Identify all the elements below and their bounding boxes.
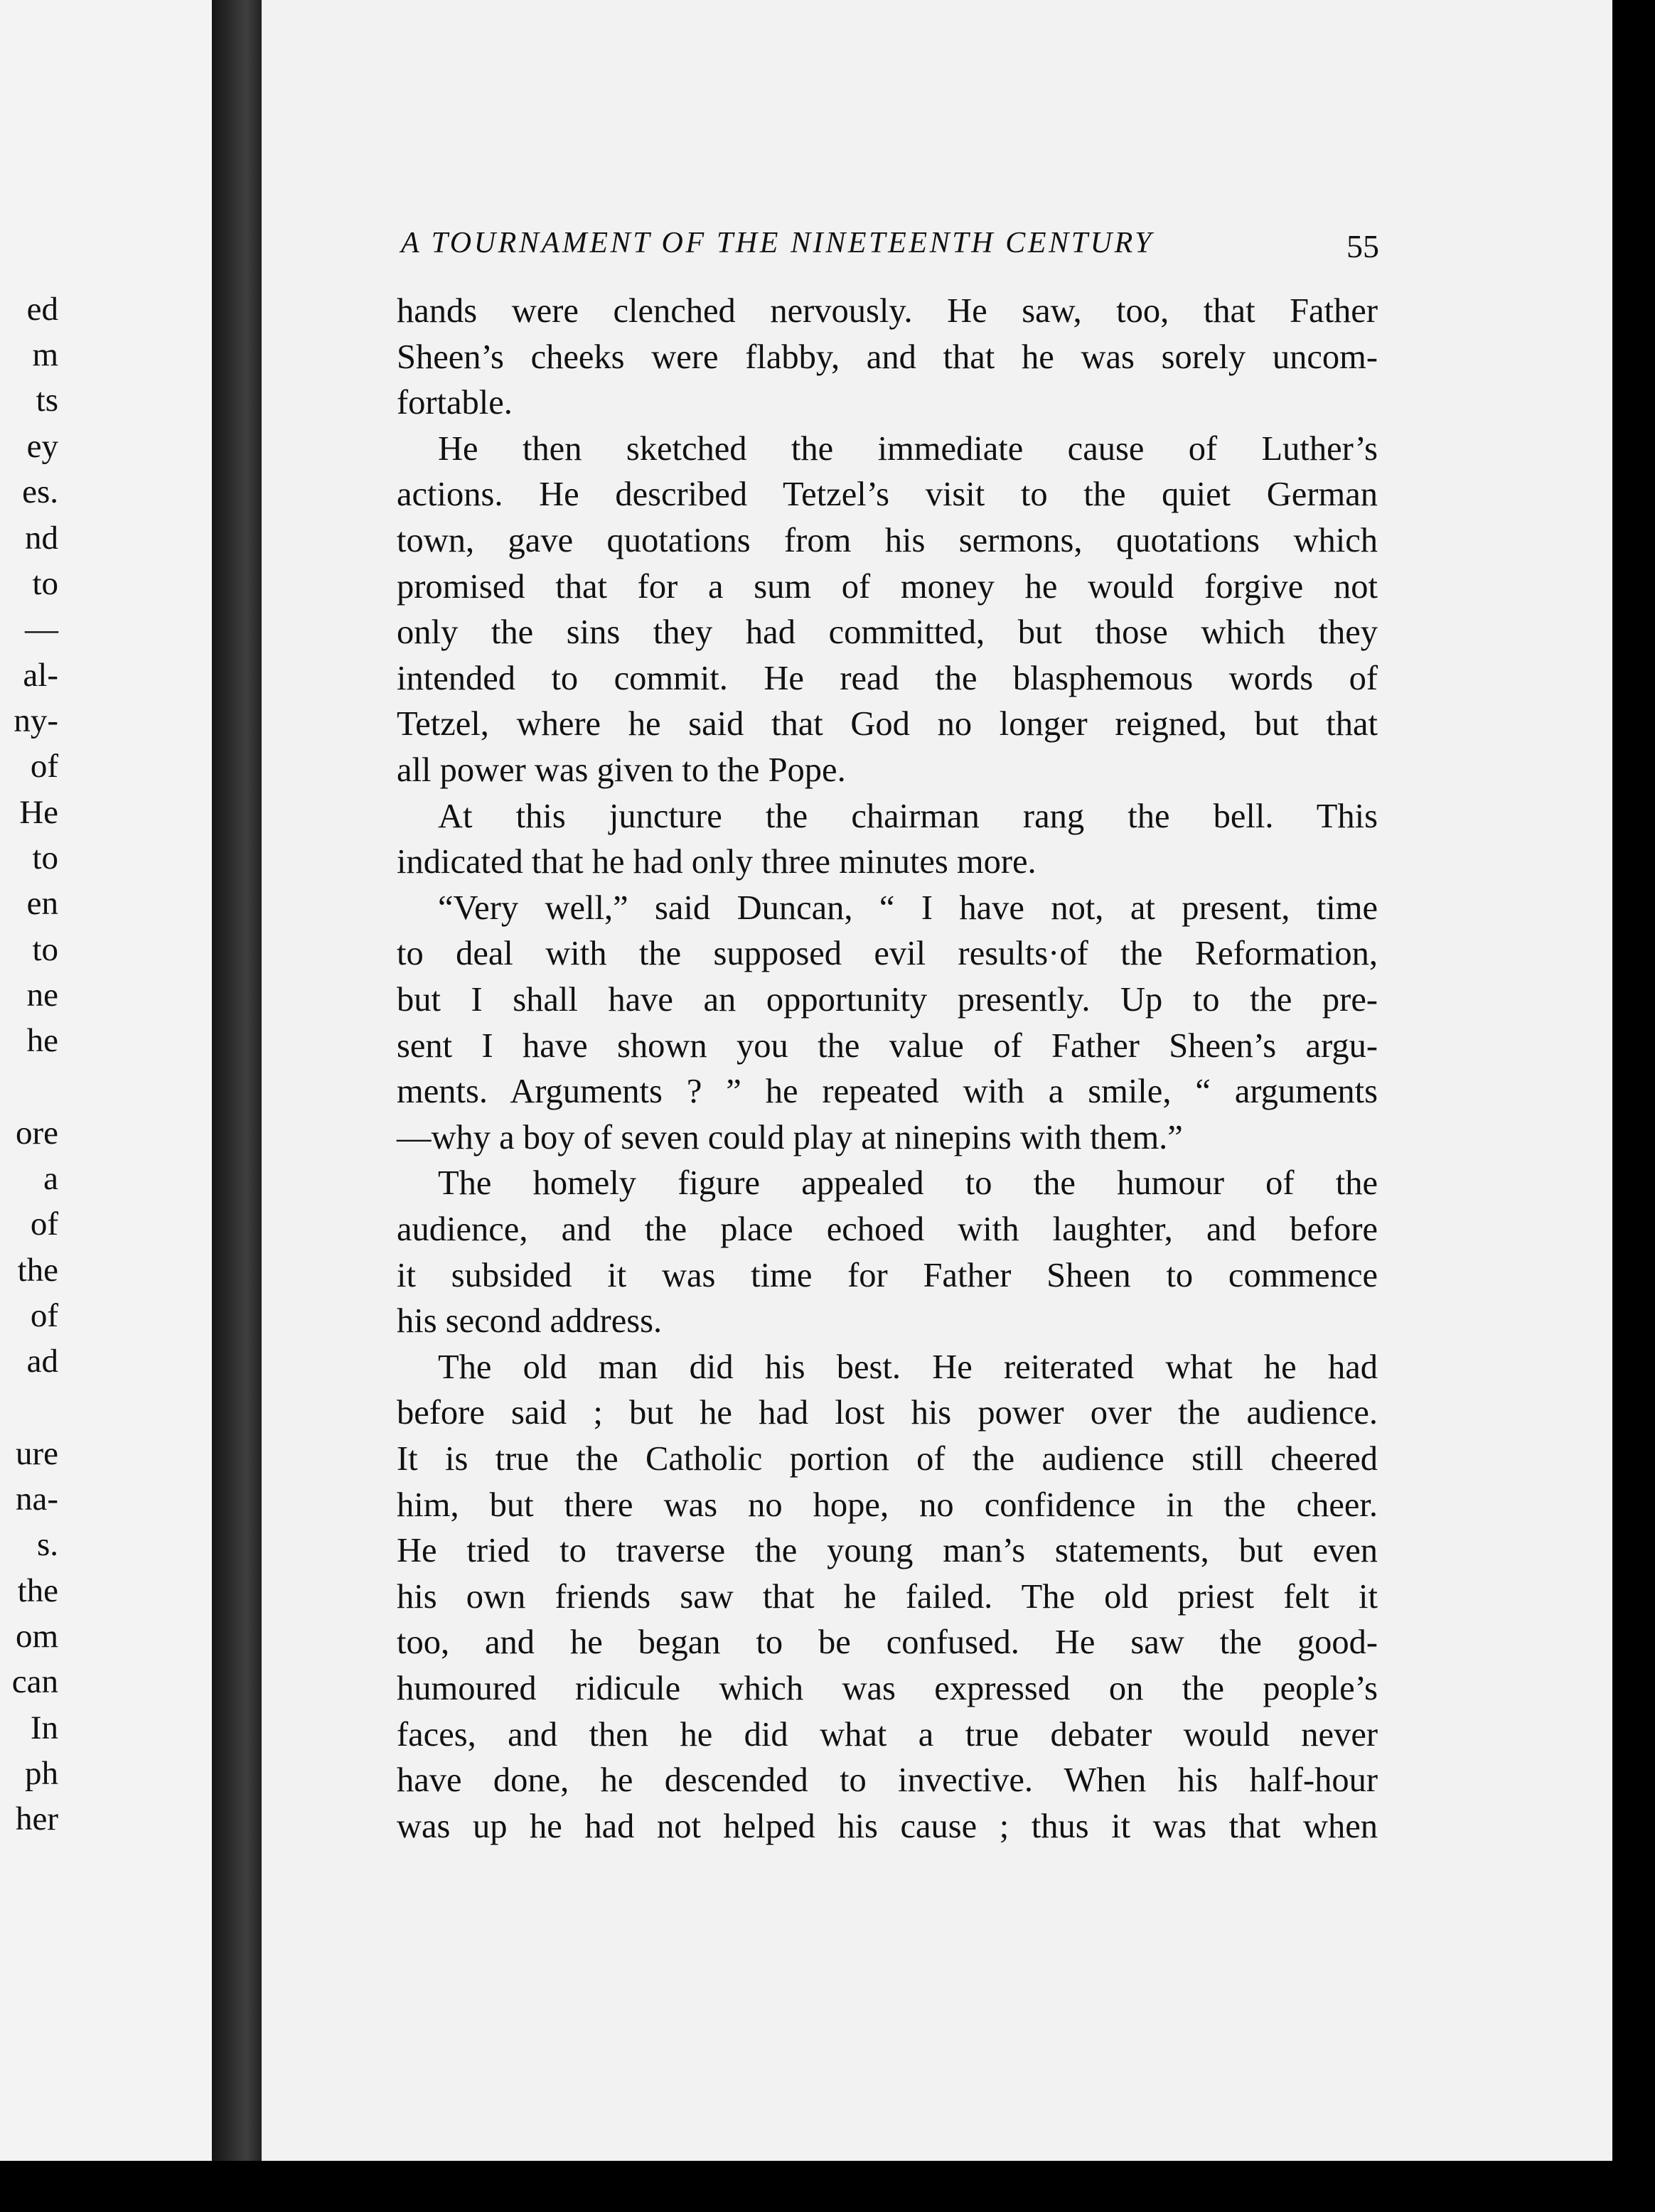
- left-page-fragment: ore: [15, 1115, 58, 1151]
- text-line: indicated that he had only three minutes more.: [397, 843, 1037, 881]
- left-page-fragment: of: [30, 1206, 58, 1242]
- left-page-fragment: of: [30, 1297, 58, 1334]
- left-page-fragment: He: [19, 794, 58, 831]
- book-gutter: [212, 0, 262, 2161]
- text-line: —why a boy of seven could play at ninepins with them.”: [397, 1118, 1183, 1156]
- text-line: Tetzel, where he said that God no longer reigned, but that: [397, 705, 1378, 743]
- left-page-fragment: al-: [23, 657, 58, 694]
- left-page-fragment: en: [26, 885, 58, 922]
- left-page-fragment: ny-: [14, 702, 58, 739]
- running-title: A TOURNAMENT OF THE NINETEENTH CENTURY: [401, 227, 1155, 259]
- left-page-fragment: m: [32, 336, 58, 373]
- left-page-fragment: ad: [26, 1343, 58, 1380]
- text-line: promised that for a sum of money he would forgive not: [397, 567, 1378, 606]
- left-page-fragment: to: [32, 565, 58, 602]
- left-page-fragment: to: [32, 839, 58, 876]
- text-line: town, gave quotations from his sermons, quotations which: [397, 522, 1378, 559]
- left-page-fragment: s.: [36, 1526, 58, 1563]
- text-line: The homely figure appealed to the humour of the: [438, 1164, 1378, 1203]
- bottom-scan-border: [0, 2161, 1655, 2212]
- left-page-fragment: nd: [25, 520, 58, 557]
- text-line: He then sketched the immediate cause of Luther’s: [438, 429, 1378, 468]
- text-line: fortable.: [397, 384, 513, 422]
- text-line: it subsided it was time for Father Sheen to commence: [397, 1256, 1378, 1294]
- left-page-fragment: a: [43, 1160, 58, 1197]
- left-page-fragment: —: [25, 611, 58, 648]
- text-line: ments. Arguments ? ” he repeated with a smile, “ arguments: [397, 1073, 1378, 1111]
- text-line: It is true the Catholic portion of the audience still cheered: [397, 1440, 1378, 1478]
- left-page-fragment: ey: [26, 428, 58, 465]
- left-page-fragment: ts: [36, 382, 58, 419]
- text-line: too, and he began to be confused. He saw the good-: [397, 1623, 1378, 1662]
- text-line: have done, he descended to invective. When his half-hour: [397, 1761, 1378, 1800]
- text-line: He tried to traverse the young man’s statements, but even: [397, 1532, 1378, 1570]
- left-page-fragment: na-: [15, 1481, 58, 1518]
- text-line: audience, and the place echoed with laughter, and before: [397, 1210, 1378, 1248]
- text-line: all power was given to the Pope.: [397, 751, 846, 789]
- text-line: him, but there was no hope, no confidence in the cheer.: [397, 1486, 1378, 1524]
- left-page-fragment: of: [30, 748, 58, 785]
- left-page-fragment: In: [30, 1709, 58, 1746]
- text-line: but I shall have an opportunity presently. Up to the pre-: [397, 981, 1378, 1019]
- text-line: actions. He described Tetzel’s visit to the quiet German: [397, 476, 1378, 514]
- right-scan-border: [1612, 0, 1655, 2161]
- text-line: humoured ridicule which was expressed on the people’s: [397, 1670, 1378, 1707]
- left-page-fragment: es.: [22, 473, 58, 510]
- text-line: The old man did his best. He reiterated what he had: [438, 1348, 1378, 1386]
- right-page: [262, 0, 1612, 2161]
- text-line: Sheen’s cheeks were flabby, and that he was sorely uncom-: [397, 338, 1378, 376]
- text-line: his own friends saw that he failed. The old priest felt it: [397, 1577, 1378, 1616]
- left-page-edge: [0, 0, 212, 2161]
- text-line: before said ; but he had lost his power over the audience.: [397, 1394, 1378, 1432]
- left-page-fragment: the: [17, 1572, 58, 1609]
- running-head: [401, 226, 1612, 269]
- left-page-fragment: ed: [26, 291, 58, 328]
- text-line: At this juncture the chairman rang the bell. This: [438, 797, 1378, 835]
- text-line: intended to commit. He read the blasphemous words of: [397, 659, 1378, 697]
- left-page-fragment: the: [17, 1252, 58, 1289]
- text-line: faces, and then he did what a true debater would never: [397, 1715, 1378, 1754]
- text-line: was up he had not helped his cause ; thus it was that when: [397, 1807, 1378, 1845]
- left-page-fragment: to: [32, 931, 58, 968]
- left-page-fragment: ne: [26, 977, 58, 1014]
- text-line: to deal with the supposed evil results·of the Reformation,: [397, 935, 1378, 973]
- left-page-fragment: ure: [15, 1435, 58, 1472]
- text-line: sent I have shown you the value of Father Sheen’s argu-: [397, 1026, 1378, 1065]
- left-page-fragment: om: [15, 1618, 58, 1655]
- left-page-fragment: ph: [25, 1755, 58, 1792]
- text-line: hands were clenched nervously. He saw, too, that Father: [397, 292, 1378, 330]
- text-line: only the sins they had committed, but those which they: [397, 613, 1378, 652]
- text-line: “Very well,” said Duncan, “ I have not, at present, time: [438, 888, 1378, 927]
- left-page-fragment: her: [15, 1800, 58, 1837]
- page-number: 55: [1346, 228, 1379, 264]
- left-page-fragment: can: [11, 1663, 58, 1700]
- text-line: his second address.: [397, 1302, 663, 1341]
- left-page-fragment: he: [26, 1022, 58, 1059]
